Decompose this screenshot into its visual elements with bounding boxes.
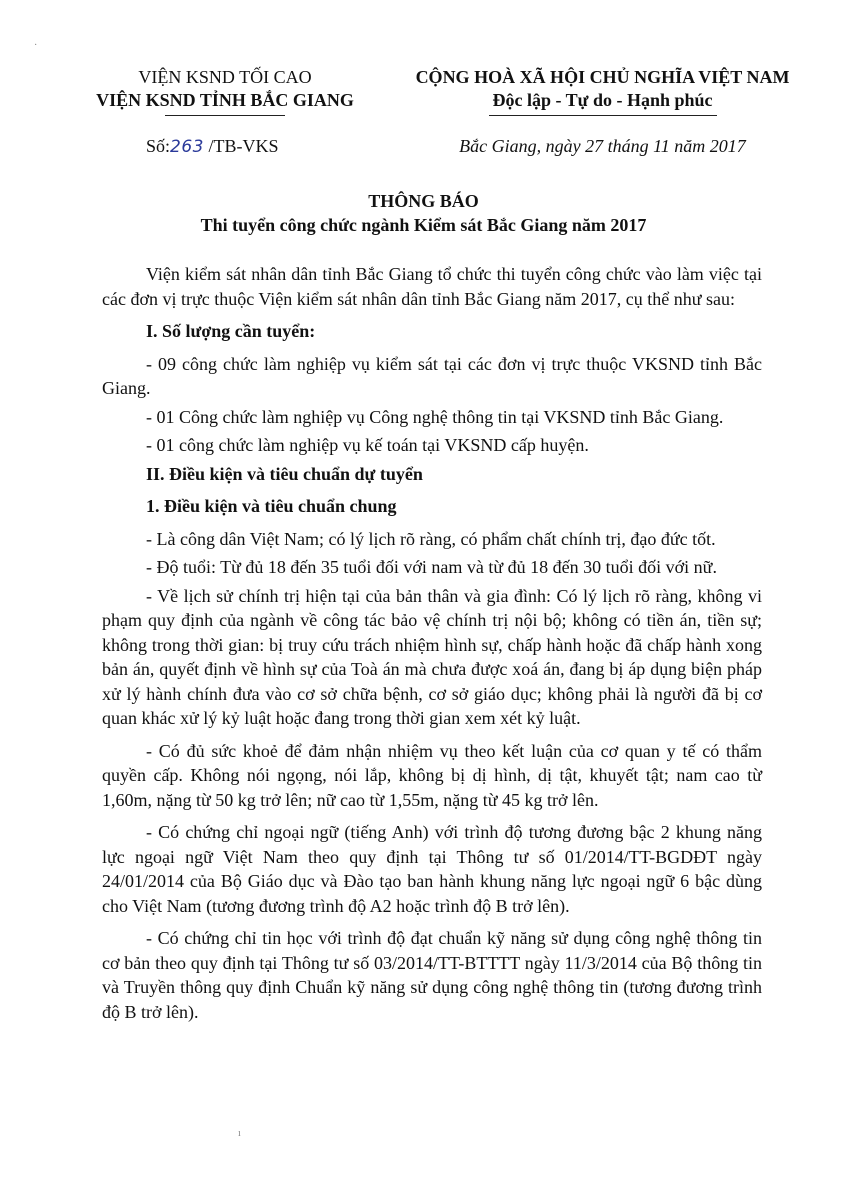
scan-speck: ·	[34, 40, 38, 51]
section-2-item: - Về lịch sử chính trị hiện tại của bản thân và gia đình: Có lý lịch rõ ràng, không vi phạm quy định của ngành về công tác bảo vệ chính trị nội bộ; không có tiền án, tiền sự; không trong thời gian: bị truy cứu trách nhiệm hình sự, chấp hành hoặc đã chấp hành xong bản án, quyết định về hình sự của Toà án mà chưa được xoá án, đang bị áp dụng biện pháp xử lý hành chính đưa vào cơ sở chữa bệnh, cơ sở giáo dục; không phải là người đã bị cơ quan khác xử lý kỷ luật hoặc đang trong thời gian xem xét kỷ luật.	[102, 585, 762, 728]
document-number	[146, 134, 278, 159]
national-title: CỘNG HOÀ XÃ HỘI CHỦ NGHĨA VIỆT NAM	[415, 67, 790, 87]
document-number-handwritten: 263	[170, 137, 204, 157]
agency-parent: VIỆN KSND TỐI CAO	[138, 67, 312, 87]
agency-underline	[165, 115, 285, 116]
section-2-item: - Có chứng chỉ tin học với trình độ đạt chuẩn kỹ năng sử dụng công nghệ thông tin cơ bản theo quy định tại Thông tư số 03/2014/TT-BTTTT ngày 11/3/2014 của Bộ thông tin và Truyền thông quy định Chuẩn kỹ năng sử dụng công nghệ thông tin (tương đương trình độ B trở lên).	[102, 928, 762, 1022]
motto-underline	[489, 115, 717, 116]
national-header	[380, 66, 825, 116]
document-number-suffix: /TB-VKS	[208, 136, 279, 156]
agency-name: VIỆN KSND TỈNH BẮC GIANG	[96, 90, 354, 110]
scan-speck: ı	[238, 1128, 241, 1139]
national-motto: Độc lập - Tự do - Hạnh phúc	[492, 90, 713, 110]
document-body	[102, 262, 762, 1032]
section-1-heading: I. Số lượng cần tuyển:	[146, 321, 316, 341]
intro-paragraph: Viện kiểm sát nhân dân tỉnh Bắc Giang tổ chức thi tuyển công chức vào làm việc tại các đơn vị trực thuộc Viện kiểm sát nhân dân tỉnh Bắc Giang năm 2017, cụ thể như sau:	[102, 264, 762, 309]
section-2-item: - Có chứng chỉ ngoại ngữ (tiếng Anh) với trình độ tương đương bậc 2 khung năng lực ngoại ngữ Việt Nam theo quy định tại Thông tư số 01/2014/TT-BGDĐT ngày 24/01/2014 của Bộ Giáo dục và Đào tạo ban hành khung năng lực ngoại ngữ 6 bậc dùng cho Việt Nam (tương đương trình độ A2 hoặc trình độ B trở lên).	[102, 822, 762, 916]
section-2-item: - Là công dân Việt Nam; có lý lịch rõ ràng, có phẩm chất chính trị, đạo đức tốt.	[146, 528, 716, 549]
document-subtitle: Thi tuyển công chức ngành Kiểm sát Bắc Giang năm 2017	[200, 215, 647, 235]
section-1-item: - 01 Công chức làm nghiệp vụ Công nghệ thông tin tại VKSND tỉnh Bắc Giang.	[146, 406, 724, 427]
section-2-item: - Độ tuổi: Từ đủ 18 đến 35 tuổi đối với nam và từ đủ 18 đến 30 tuổi đối với nữ.	[146, 557, 717, 577]
section-2-item: - Có đủ sức khoẻ để đảm nhận nhiệm vụ theo kết luận của cơ quan y tế có thẩm quyền cấp. Không nói ngọng, nói lắp, không bị dị hình, dị tật, khuyết tật; nam cao từ 1,60m, nặng từ 50 kg trở lên; nữ cao từ 1,55m, nặng từ 45 kg trở lên.	[102, 740, 762, 810]
agency-header	[60, 66, 390, 116]
section-2-subheading: 1. Điều kiện và tiêu chuẩn chung	[146, 496, 397, 516]
section-1-item: - 09 công chức làm nghiệp vụ kiểm sát tại các đơn vị trực thuộc VKSND tỉnh Bắc Giang.	[102, 353, 762, 398]
document-number-prefix: Số:	[146, 136, 171, 156]
document-title: THÔNG BÁO	[368, 191, 479, 211]
section-1-item: - 01 công chức làm nghiệp vụ kế toán tại VKSND cấp huyện.	[146, 435, 589, 455]
section-2-heading: II. Điều kiện và tiêu chuẩn dự tuyển	[146, 463, 423, 484]
date-line: Bắc Giang, ngày 27 tháng 11 năm 2017	[459, 136, 746, 156]
